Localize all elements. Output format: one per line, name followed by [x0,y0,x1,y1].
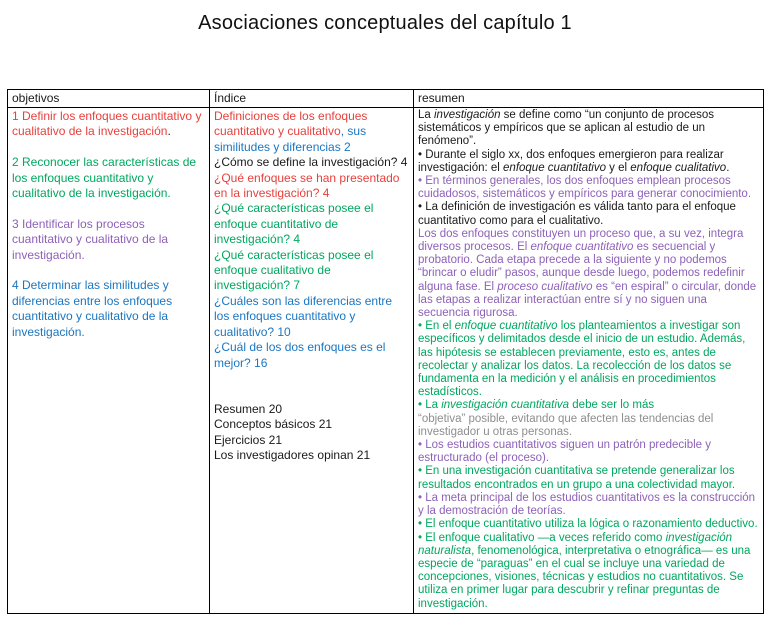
paragraph [12,217,205,263]
paragraph [418,228,759,320]
paragraph [214,417,409,432]
paragraph [214,433,409,448]
table-header-row [8,90,764,108]
column-header-indice: Índice [210,90,414,108]
text-segment: es secuencial y probatorio. Cada etapa precede a la siguiente y no podemos “brincar o eludir” pasos, aunque desde luego, podemos redefinir alguna fase. El [418,241,745,293]
paragraph [418,320,759,399]
paragraph [214,340,409,371]
paragraph [214,402,409,417]
text-segment: Los dos enfoques constituyen un proceso que, a su vez, integra diversos procesos. El [418,227,744,254]
paragraph [12,278,205,340]
paragraph [214,448,409,463]
paragraph [214,171,409,202]
text-segment: 2 Reconocer las características de los enfoques cuantitativo y cualitativo de la investigación. [12,155,197,201]
text-segment: ¿Qué características posee el enfoque cuantitativo de investigación? 4 [214,201,374,247]
text-segment: investigación [434,109,501,121]
paragraph [12,109,205,140]
text-segment: debe ser lo más [569,399,655,412]
text-segment: • Los estudios cuantitativos siguen un patrón predecible y estructurado (el proceso). [418,439,711,465]
text-segment: 3 Identificar los procesos cuantitativo y cualitativo de la investigación. [12,216,169,262]
text-segment: • En términos generales, los dos enfoques emplean procesos cuidadosos, sistemáticos y empíricos para generar conocimiento. [418,175,752,201]
paragraph [418,201,759,227]
text-segment: investigación naturalista [418,531,733,557]
text-segment: ¿Cuáles son las diferencias entre los enfoques cuantitativo y cualitativo? 10 [214,293,393,339]
text-segment: proceso cualitativo [497,280,593,293]
text-segment: Definiciones de los enfoques cuantitativo y cualitativo [214,109,368,139]
page-title: Asociaciones conceptuales del capítulo 1 [198,12,572,34]
paragraph [214,294,409,340]
text-segment: los planteamientos a investigar son específicos y delimitados desde el inicio de un estudio. Además, las hipótesis se establecen previamente, esto es, antes de recolectar y analizar los datos. La recolección de los datos se fundamenta en la medición y el análisis en procedimientos estadísticos. [418,320,746,399]
text-segment: ¿Cuál de los dos enfoques es el mejor? 16 [214,340,386,370]
text-segment: • El enfoque cuantitativo utiliza la lógica o razonamiento deductivo. [418,518,758,531]
text-segment: La [418,109,434,121]
text-segment: Resumen 20 [214,401,283,416]
text-segment: , fenomenológica, interpretativa o etnográfica— es una especie de “paraguas” en el cual se incluye una variedad de concepciones, visiones, técnicas y estudios no cuantitativos. Se utiliza en primer lugar para descubrir y refinar preguntas de investigación. [418,544,751,610]
paragraph [214,248,409,294]
text-segment: Ejercicios 21 [214,432,283,447]
text-segment: Conceptos básicos 21 [214,417,333,432]
text-segment: enfoque cuantitativo [503,161,606,174]
text-segment: ¿Qué enfoques se han presentado en la investigación? 4 [214,170,400,201]
column-header-objetivos: objetivos [8,90,210,108]
table-body-row [8,108,764,614]
text-segment: 1 Definir los enfoques cuantitativo y cualitativo de la investigación [12,109,202,139]
text-segment: es “en espiral” o circular, donde las etapas a realizar interactúan entre sí y no siguen una secuencia rigurosa. [418,280,757,320]
text-segment: . [726,161,730,174]
paragraph [418,399,759,439]
paragraph [418,518,759,531]
text-segment: , sus similitudes y diferencias 2 [214,124,367,154]
paragraph [418,492,759,518]
text-segment: • En el [418,320,455,333]
text-segment: • Durante el siglo xx, dos enfoques emergieron para realizar investigación: el [418,148,724,174]
text-segment: 4 Determinar las similitudes y diferencias entre los enfoques cuantitativo y cualitativo de la investigación. [12,278,173,339]
resumen-cell [414,108,764,614]
column-header-resumen: resumen [414,90,764,108]
paragraph [418,465,759,491]
text-segment: . [167,124,171,139]
paragraph [12,155,205,201]
text-segment: ¿Qué características posee el enfoque cualitativo de investigación? 7 [214,247,374,293]
paragraph [214,155,409,170]
text-segment: investigación cuantitativa [441,399,570,412]
text-segment: enfoque cualitativo [630,161,727,174]
text-segment: • La [418,399,442,412]
paragraph [418,175,759,201]
text-segment: se define como “un conjunto de procesos sistemáticos y empíricos que se aplican al estudio de un fenómeno”. [418,109,715,148]
paragraph [418,149,759,175]
text-segment: ¿Cómo se define la investigación? 4 [214,155,408,170]
paragraph [214,109,409,155]
text-segment: “objetiva” posible, evitando que afecten las tendencias del investigador u otras personas. [418,412,714,438]
text-segment: enfoque cuantitativo [454,320,558,333]
text-segment: Los investigadores opinan 21 [214,447,371,462]
text-segment: • La definición de investigación es válida tanto para el enfoque cuantitativo como para el cualitativo. [418,201,736,227]
text-segment: y el [605,161,631,174]
paragraph [418,109,759,149]
objetivos-cell [8,108,210,614]
paragraph [214,201,409,247]
paragraph [418,439,759,465]
text-segment: enfoque cuantitativo [530,241,634,254]
paragraph [418,532,759,611]
concept-association-table [7,89,764,614]
text-segment: • El enfoque cualitativo —a veces referido como [418,531,666,544]
indice-cell [210,108,414,614]
text-segment: • En una investigación cuantitativa se pretende generalizar los resultados encontrados en un grupo a una colectividad mayor. [418,465,736,491]
text-segment: • La meta principal de los estudios cuantitativos es la construcción y la demostración de teorías. [418,491,756,518]
